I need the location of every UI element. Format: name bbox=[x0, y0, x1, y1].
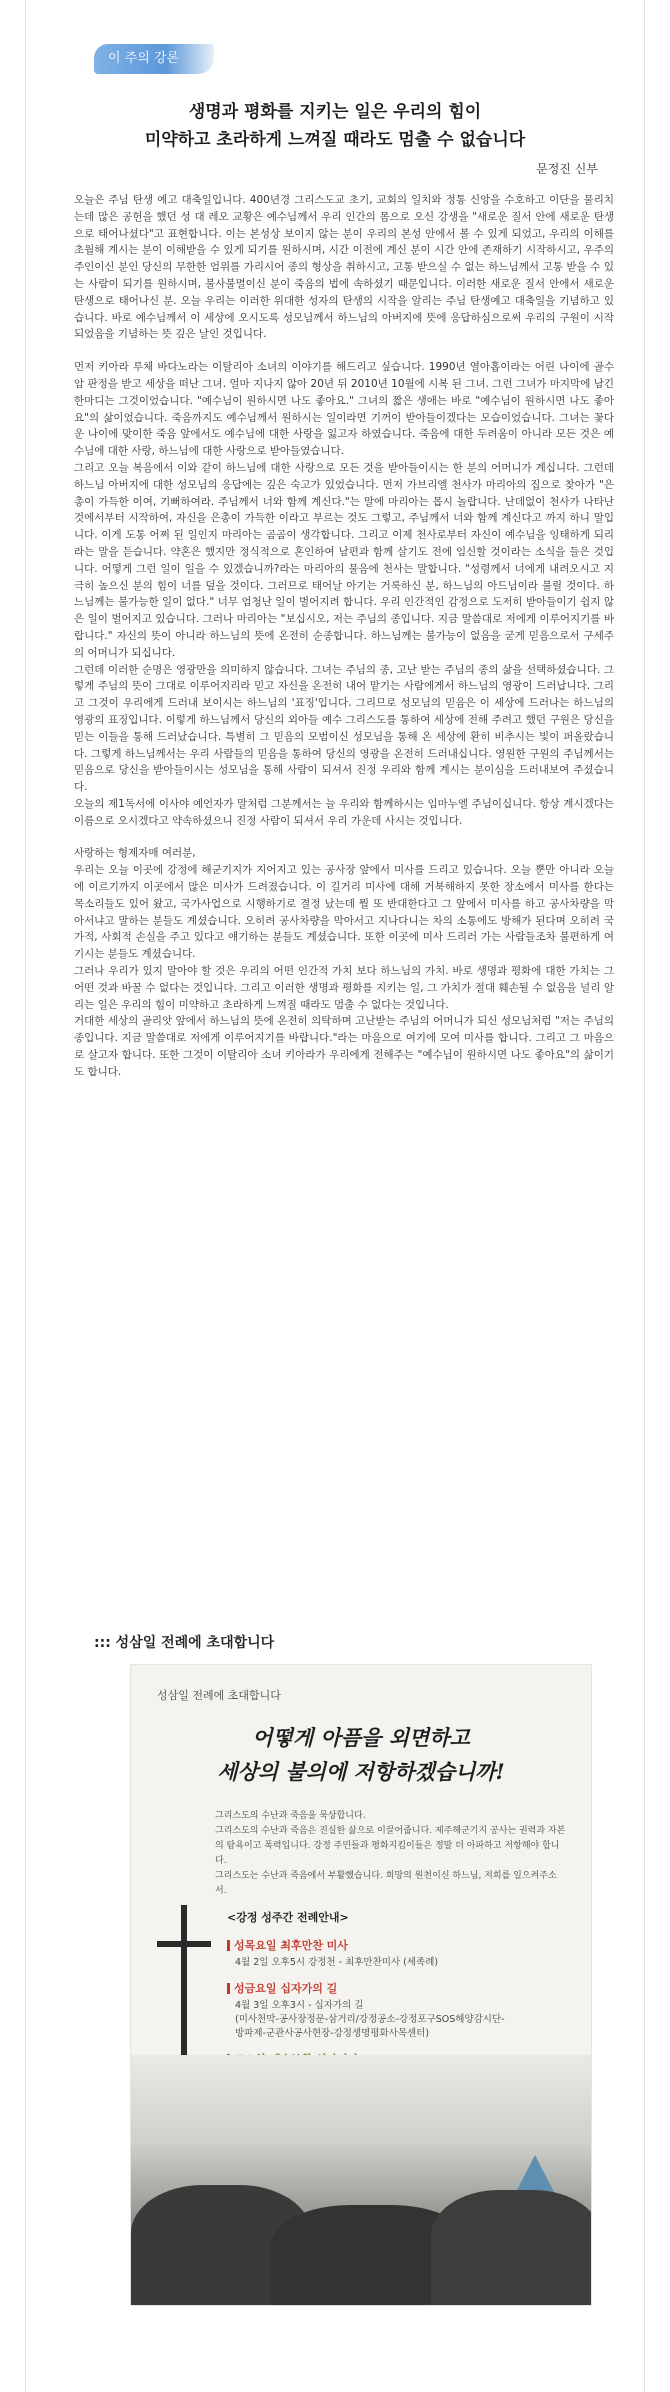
schedule-title: <강정 성주간 전례안내> bbox=[227, 1911, 349, 1924]
paragraph: 오늘은 주님 탄생 예고 대축일입니다. 400년경 그리스도교 초기, 교회의 일치와 정통 신앙을 수호하고 이단을 물리치는데 많은 공헌을 했던 성 대 레오 교황은 예수님께서 우리 인간의 몸으로 오신 강생을 "새로운 질서 안에 새로운 탄생으로 태어나셨다"고 표현합니다. 이는 본성상 보이지 않는 분이 우리의 본성 안에서 볼 수 있게 되었고, 우리의 이해를 초월해 계시는 분이 이해받을 수 있게 되기를 원하시며, 시간 이전에 계신 분이 시간 안에 존재하기 시작하시고, 우주의 주인이신 분인 당신의 무한한 엄위를 가리시어 종의 형상을 취하시고, 고통 받으실 수 없는 하느님께서 고통 받을 수 있는 사람이 되기를 원하시며, 불사불멸이신 분이 죽음의 법에 속하셨기 때문입니다. 이러한 새로운 질서 안에서 새로운 탄생으로 태어나신 분. 오늘 우리는 이러한 위대한 성자의 탄생의 시작을 알리는 주님 탄생예고 대축일을 기념하고 있습니다. 바로 예수님께서 이 세상에 오시도록 성모님께서 하느님의 아버지에 뜻에 응답하심으로써 우리의 구원이 시작되었음을 기념하는 뜻 깊은 날인 것입니다. bbox=[74, 194, 614, 341]
title-line-1: 생명과 평화를 지키는 일은 우리의 힘이 bbox=[188, 102, 482, 122]
paragraph: 거대한 세상의 골리앗 앞에서 하느님의 뜻에 온전히 의탁하며 고난받는 주님의 어머니가 되신 성모님처럼 "저는 주님의 종입니다. 지금 말씀대로 저에게 이루어지기를 바랍니다."라는 마음으로 여기에 모여 미사를 합니다. 그리고 그 마음으로 살고자 합니다. 또한 그것이 이탈리아 소녀 키아라가 우리에게 전해주는 "예수님이 원하시면 나도 좋아요"의 삶이기도 합니다. bbox=[74, 1015, 614, 1078]
bullet-bar-icon bbox=[227, 1983, 230, 1994]
gathering-photo bbox=[131, 2055, 591, 2305]
paragraph: 사랑하는 형제자매 여러분, 우리는 오늘 이곳에 강정에 해군기지가 지어지고 있는 공사장 앞에서 미사를 드리고 있습니다. 오늘 뿐만 아니라 오늘에 이르기까지 이곳에서 많은 미사가 드려졌습니다. 이 길거리 미사에 대해 거북해하지 못한 장소에서 미사를 한다는 목소리들도 있어 왔고, 국가사업으로 시행하기로 결정 났는데 뭘 또 반대한다고 그 앞에서 미사를 하고 공사차량을 막아서냐고 말하는 분들도 계셨습니다. 오히려 공사차량을 막아서고 지나다니는 차의 소통에도 방해가 된다며 오히려 국가적, 사회적 손실을 주고 있다고 얘기하는 분들도 계셨습니다. 또한 이곳에 미사 드리러 가는 사람들조차 불편하게 여기시는 분들도 계셨습니다. bbox=[74, 847, 614, 961]
paragraph: 오늘의 제1독서에 이사야 예언자가 말처럼 그분께서는 늘 우리와 함께하시는 임마누엘 주님이십니다. 항상 계시겠다는 이름으로 오시겠다고 약속하셨으니 진정 사람이 되셔서 우리 가운데 사시는 것입니다. bbox=[74, 797, 614, 827]
bullet-bar-icon bbox=[227, 1940, 230, 1951]
schedule-item-name: 성금요일 십자가의 길 bbox=[234, 1982, 338, 1995]
poster-description bbox=[215, 1809, 567, 1899]
homily-body bbox=[74, 192, 614, 1097]
paragraph: 그런데 이러한 순명은 영광만을 의미하지 않습니다. 그녀는 주님의 종, 고난 받는 주님의 종의 삶을 선택하셨습니다. 그렇게 주님의 뜻이 그대로 이루어지리라 믿고 자신을 온전히 내어 맡기는 사람에게서 하느님의 영광이 드러납니다. 그리고 그것이 우리에게 드러내 보이시는 하느님의 '표징'입니다. 그리므로 성모님의 믿음은 이 세상에 드러나는 하느님의 영광의 표징입니다. 이렇게 하느님께서 당신의 외아들 예수 그리스도를 통하여 세상에 전해 주려고 했던 구원은 당신을 믿는 이들을 통해 드러났습니다. 특별히 그 믿음의 모범이신 성모님을 통해 온 세상에 환히 비추시는 빛이 퍼올랐습니다. 그렇게 하느님께서는 우리 사람들의 믿음을 통하여 당신의 영광을 온전히 드러내십니다. 영원한 구원의 주님께서는 믿음으로 당신을 받아들이시는 성모님을 통해 사람이 되셔서 진정 우리와 함께 계시는 분이심을 드러내보여 주셨습니다. bbox=[74, 663, 614, 794]
schedule-item-name: 성목요일 최후만찬 미사 bbox=[234, 1939, 348, 1952]
crowd-shape bbox=[431, 2190, 592, 2305]
poster-headline bbox=[161, 1721, 561, 1789]
title-line-2: 미약하고 초라하게 느껴질 때라도 멈출 수 없습니다 bbox=[144, 130, 526, 150]
schedule-item bbox=[227, 1937, 507, 1970]
paragraph: 먼저 키아라 루체 바다노라는 이탈리아 소녀의 이야기를 해드리고 싶습니다. 1990년 열아홉이라는 어린 나이에 골수암 판정을 받고 세상을 떠난 그녀. 얼마 지나지 않아 20년 뒤 2010년 10월에 시복 된 그녀. 그런 그녀가 마지막에 남긴 한마디는 그것이었습니다. "예수님이 원하시면 나도 좋아요." 그녀의 짧은 생애는 바로 "예수님이 원하시면 나도 좋아요"의 삶이었습니다. 죽음까지도 예수님께서 원하시는 일이라면 기꺼이 받아들이겠다는 모습이었습니다. 그녀는 꽃다운 나이에 맞이한 죽음 앞에서도 예수님에 대한 사랑을 잃고자 하였습니다. 죽음에 대한 두려움이 아니라 모든 것은 예수님에 대한 사랑, 하느님에 대한 사랑으로 받아들였습니다. bbox=[74, 361, 614, 458]
schedule-item-detail: 4월 3일 오후3시 - 십자가의 길 (미사천막-공사장정문-삼거리/강정공소-강정포구SOS해양감시단-방파제-군관사공사현장-강정생명평화사목센터) bbox=[235, 2000, 505, 2039]
liturgy-poster bbox=[130, 1664, 592, 2306]
author: 문정진 신부 bbox=[536, 162, 598, 176]
homily-title bbox=[66, 98, 604, 154]
poster-headline-line-2: 세상의 불의에 저항하겠습니까! bbox=[217, 1759, 505, 1784]
poster-desc-line: 그리스도의 수난과 죽음은 진실한 삶으로 이끌어줍니다. 제주해군기지 공사는 권력과 자본의 탐욕이고 폭력입니다. 강정 주민들과 평화지킴이들은 정말 더 아파하고 저항해야 합니다. bbox=[215, 1826, 566, 1866]
paragraph: 그러나 우리가 있지 말아야 할 것은 우리의 어떤 인간적 가치 보다 하느님의 가치. 바로 생명과 평화에 대한 가치는 그 어떤 것과 바꿀 수 없다는 것입니다. 그리고 이러한 생명과 평화를 지키는 일, 그 가치가 절대 훼손될 수 없음을 널리 알리는 일은 우리의 힘이 미약하고 초라하게 느껴질 때라도 멈출 수 없다는 것입니다. bbox=[74, 965, 614, 1011]
cross-icon-bar bbox=[157, 1941, 211, 1947]
section-tag: 이 주의 강론 bbox=[94, 44, 214, 74]
poster-small-title: 성삼일 전례에 초대합니다 bbox=[157, 1689, 281, 1702]
poster-desc-line: 그리스도는 수난과 죽음에서 부활했습니다. 희망의 원천이신 하느님, 저희를 일으켜주소서. bbox=[215, 1871, 557, 1896]
page bbox=[25, 0, 645, 2392]
poster-desc-line: 그리스도의 수난과 죽음을 묵상합니다. bbox=[215, 1811, 366, 1821]
poster-headline-line-1: 어떻게 아픔을 외면하고 bbox=[252, 1725, 470, 1750]
paragraph: 그리고 오늘 복음에서 이와 같이 하느님에 대한 사랑으로 모든 것을 받아들이시는 한 분의 어머니가 계십니다. 그런데 하느님 아버지에 대한 성모님의 응답에는 깊은 숙고가 있었습니다. 먼저 가브리엘 천사가 마리아의 집으로 찾아가 "은총이 가득한 이여, 기뻐하여라. 주님께서 너와 함께 계신다."는 말에 마리아는 몹시 놀랍니다. 난데없이 천사가 나타난 것에서부터 시작하여, 자신을 은총이 가득한 이라고 부르는 것도 그렇고, 주님께서 너와 함께 계신다고 까지 하니 말입니다. 이게 도통 어쩌 된 일인지 마리아는 곰곰이 생각합니다. 그리고 이제 천사로부터 자신이 예수님을 잉태하게 되리라는 말을 듣습니다. 약혼은 했지만 정식적으로 혼인하여 남편과 함께 살기도 전에 임신할 것이라는 소식을 들은 것입니다. 어떻게 그런 일이 일을 수 있겠습니까?라는 마리아의 물음에 천사는 말합니다. "성령께서 너에게 내려오시고 지극히 높으신 분의 힘이 너를 덮을 것이다. 그러므로 태어날 아기는 거룩하신 분, 하느님의 아드님이라 불릴 것이다. 하느님께는 불가능한 일이 없다." 너무 엄청난 일이 벌어지려 합니다. 우리 인간적인 감정으로 도저히 받아들이기 쉽지 않은 일이 벌어지고 있습니다. 그러나 마리아는 "보십시오, 저는 주님의 종입니다. 지금 말씀대로 저에게 이루어지기를 바랍니다." 자신의 뜻이 아니라 하느님의 뜻에 온전히 순종합니다. 하느님께는 불가능이 없음을 굳게 믿음으로서 구세주의 어머니가 되십니다. bbox=[74, 461, 614, 659]
invite-heading: ::: 성삼일 전례에 초대합니다 bbox=[94, 1635, 275, 1651]
schedule-item bbox=[227, 1980, 507, 2041]
schedule-item-detail: 4월 2일 오후5시 강정천 - 최후만찬미사 (세족례) bbox=[235, 1957, 439, 1968]
